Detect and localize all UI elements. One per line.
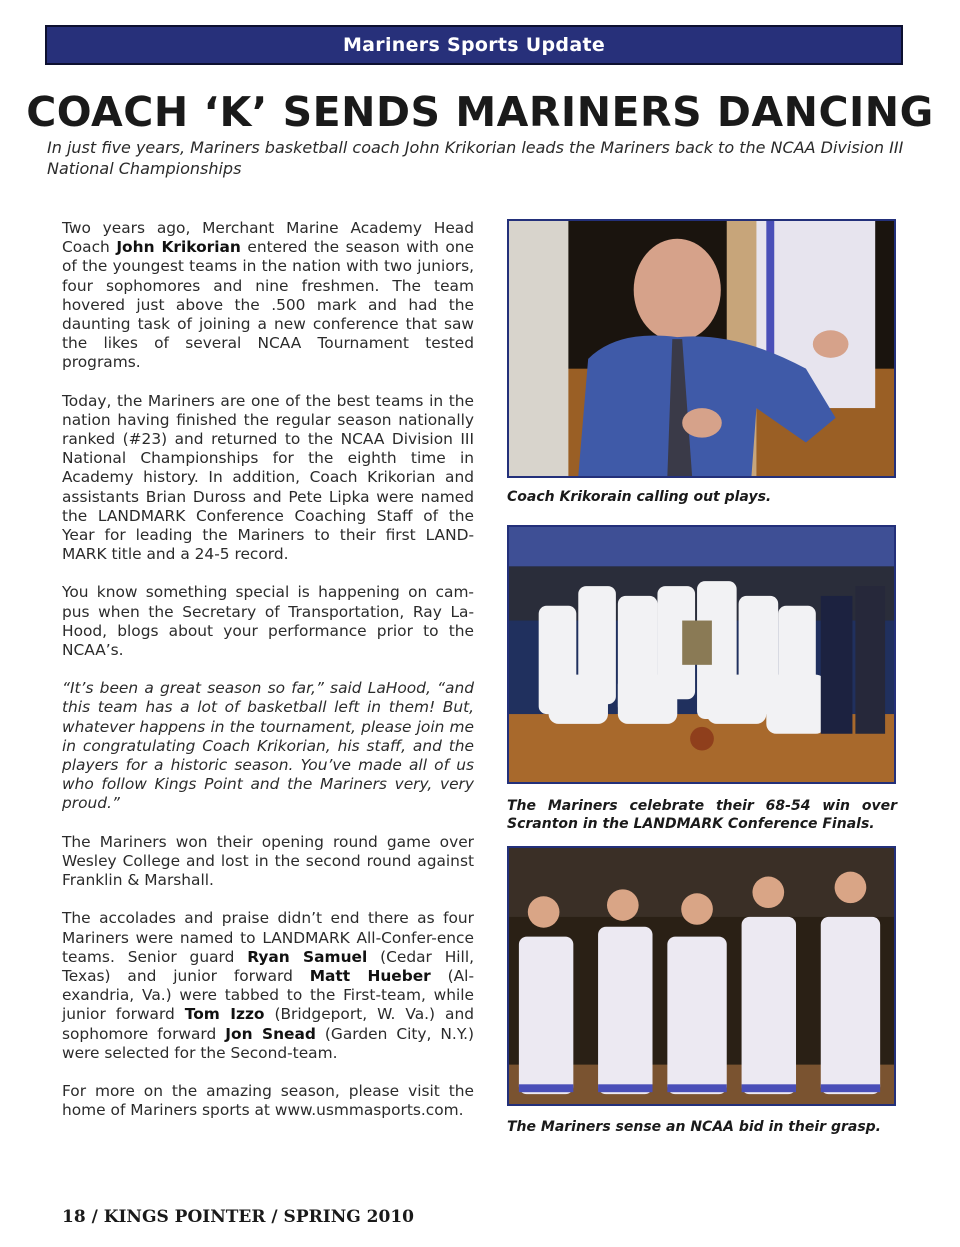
body-text: (Al-exandria, Va.) were tabbed to the First-team, while junior forward <box>62 966 474 1024</box>
coach-photo <box>507 219 896 478</box>
sideline-photo <box>507 846 896 1106</box>
coach-photo-caption: Coach Krikorain calling out plays. <box>507 489 772 505</box>
body-text: (Cedar Hill, Texas) and junior forward <box>62 947 475 985</box>
team-celebration-photo <box>507 525 896 784</box>
coach-name: John Krikorian <box>116 238 241 257</box>
article-deck: In just five years, Mariners basketball coach John Krikorian leads the Mariners back to the NCAA Division III National Championships <box>47 138 904 178</box>
section-banner <box>45 25 903 65</box>
page-footer: 18 / KINGS POINTER / SPRING 2010 <box>62 1207 414 1227</box>
body-text: entered the season with one of the youngest teams in the nation with two juniors, four sophomores and nine freshmen. The team hovered just above the .500 mark and had the daunting task of joining a new conference that saw the likes of several NCAA Tournament tested programs. <box>62 238 474 372</box>
body-paragraph <box>62 219 474 373</box>
body-paragraph: The Mariners won their opening round game over Wesley College and lost in the second round against Franklin & Marshall. <box>62 832 474 890</box>
player-name: Matt Hueber <box>309 966 431 985</box>
sideline-photo-caption: The Mariners sense an NCAA bid in their grasp. <box>507 1119 881 1135</box>
body-paragraph: You know something special is happening on cam-pus when the Secretary of Transportation, Ray La-Hood, blogs about your performance prior to the NCAA’s. <box>62 583 474 660</box>
player-name: Ryan Samuel <box>247 947 368 966</box>
team-photo-caption: The Mariners celebrate their 68-54 win over Scranton in the LANDMARK Conference Finals. <box>507 798 897 832</box>
body-text: Two years ago, Merchant Marine Academy Head Coach <box>62 219 474 257</box>
body-paragraph: Today, the Mariners are one of the best teams in the nation having finished the regular season nationally ranked (#23) and returned to the NCAA Division III National Championships for the eighth time in Academy history. In addition, Coach Krikorian and assistants Brian Duross and Pete Lipka were named the LANDMARK Conference Coaching Staff of the Year for leading the Mariners to their first LAND-MARK title and a 24-5 record. <box>62 391 474 564</box>
section-banner-title: Mariners Sports Update <box>342 34 606 56</box>
article-headline: COACH ‘K’ SENDS MARINERS DANCING <box>26 88 934 136</box>
body-paragraph: For more on the amazing season, please visit the home of Mariners sports at www.usmmasports.com. <box>62 1081 474 1120</box>
body-text: (Garden City, N.Y.) were selected for the Second-team. <box>62 1024 474 1062</box>
player-name: Jon Snead <box>225 1024 316 1043</box>
article-body <box>62 219 474 1139</box>
body-paragraph <box>62 909 474 1063</box>
body-text: The accolades and praise didn’t end there as four Mariners were named to LANDMARK All-Confer-ence teams. Senior guard <box>62 909 474 966</box>
lahood-quote: “It’s been a great season so far,” said LaHood, “and this team has a lot of basketball left in them! But, whatever happens in the tournament, please join me in congratulating Coach Krikorian, his staff, and the players for a historic season. You’ve made all of us who follow Kings Point and the Mariners very, very proud.” <box>62 679 474 813</box>
body-text: (Bridgeport, W. Va.) and sophomore forward <box>62 1005 474 1043</box>
player-name: Tom Izzo <box>184 1005 265 1024</box>
